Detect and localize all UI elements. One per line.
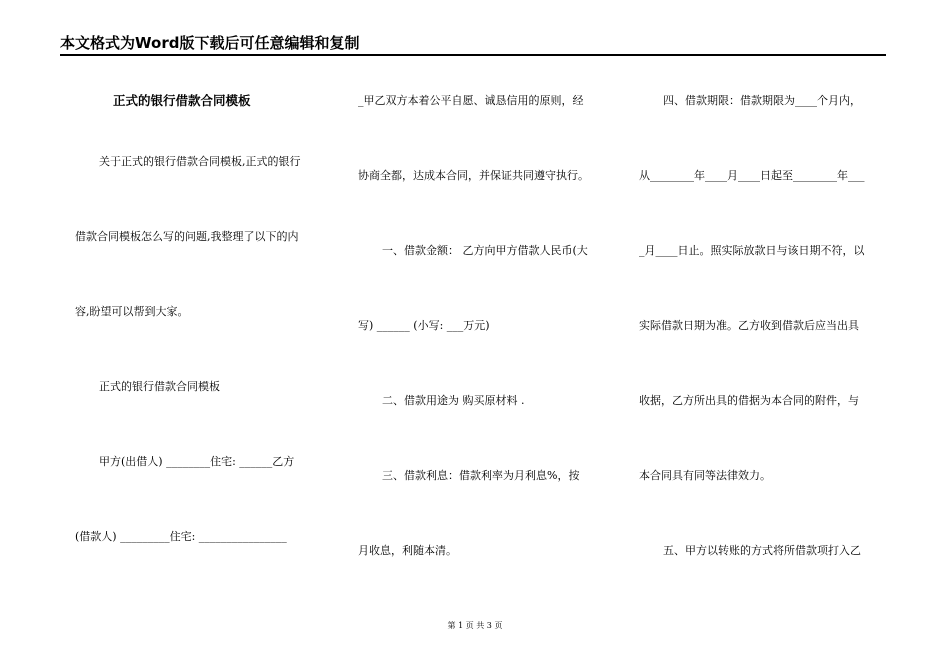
column-3: [639, 0, 889, 640]
document-title: 正式的银行借款合同模板: [113, 93, 251, 108]
paragraph-line: _甲乙双方本着公平自愿、诚恳信用的原则，经: [358, 94, 584, 107]
paragraph-line: 从________年____月____日起至________年___: [639, 169, 865, 182]
paragraph-line: 关于正式的银行借款合同模板,正式的银行: [99, 155, 301, 168]
paragraph-line: 甲方(出借人) ________住宅: ______乙方: [99, 455, 295, 468]
paragraph-line: 正式的银行借款合同模板: [99, 380, 220, 393]
paragraph-line: 五、甲方以转账的方式将所借款项打入乙: [663, 544, 861, 557]
paragraph-line: (借款人) _________住宅: ________________: [75, 530, 287, 543]
column-1: [75, 0, 325, 640]
paragraph-line: 协商全都，达成本合同，并保证共同遵守执行。: [358, 169, 589, 182]
paragraph-line: _月____日止。照实际放款日与该日期不符，以: [639, 244, 865, 257]
paragraph-line: 四、借款期限：借款期限为____个月内，: [663, 94, 861, 107]
paragraph-line: 三、借款利息：借款利率为月利息%，按: [382, 469, 580, 482]
page-number: 第 1 页 共 3 页: [447, 621, 503, 630]
paragraph-line: 二、借款用途为 购买原材料 .: [382, 394, 525, 407]
paragraph-line: 收据，乙方所出具的借据为本合同的附件，与: [639, 394, 859, 407]
paragraph-line: 一、借款金额： 乙方向甲方借款人民币(大: [382, 244, 588, 257]
column-2: [358, 0, 608, 640]
paragraph-line: 本合同具有同等法律效力。: [639, 469, 771, 482]
paragraph-line: 实际借款日期为准。乙方收到借款后应当出具: [639, 319, 859, 332]
paragraph-line: 容,盼望可以帮到大家。: [75, 305, 189, 318]
paragraph-line: 月收息，利随本清。: [358, 544, 457, 557]
document-banner: 本文格式为Word版下载后可任意编辑和复制: [60, 32, 886, 56]
paragraph-line: 借款合同模板怎么写的问题,我整理了以下的内: [75, 230, 299, 243]
paragraph-line: 写) ______ (小写: ___万元): [358, 319, 490, 332]
